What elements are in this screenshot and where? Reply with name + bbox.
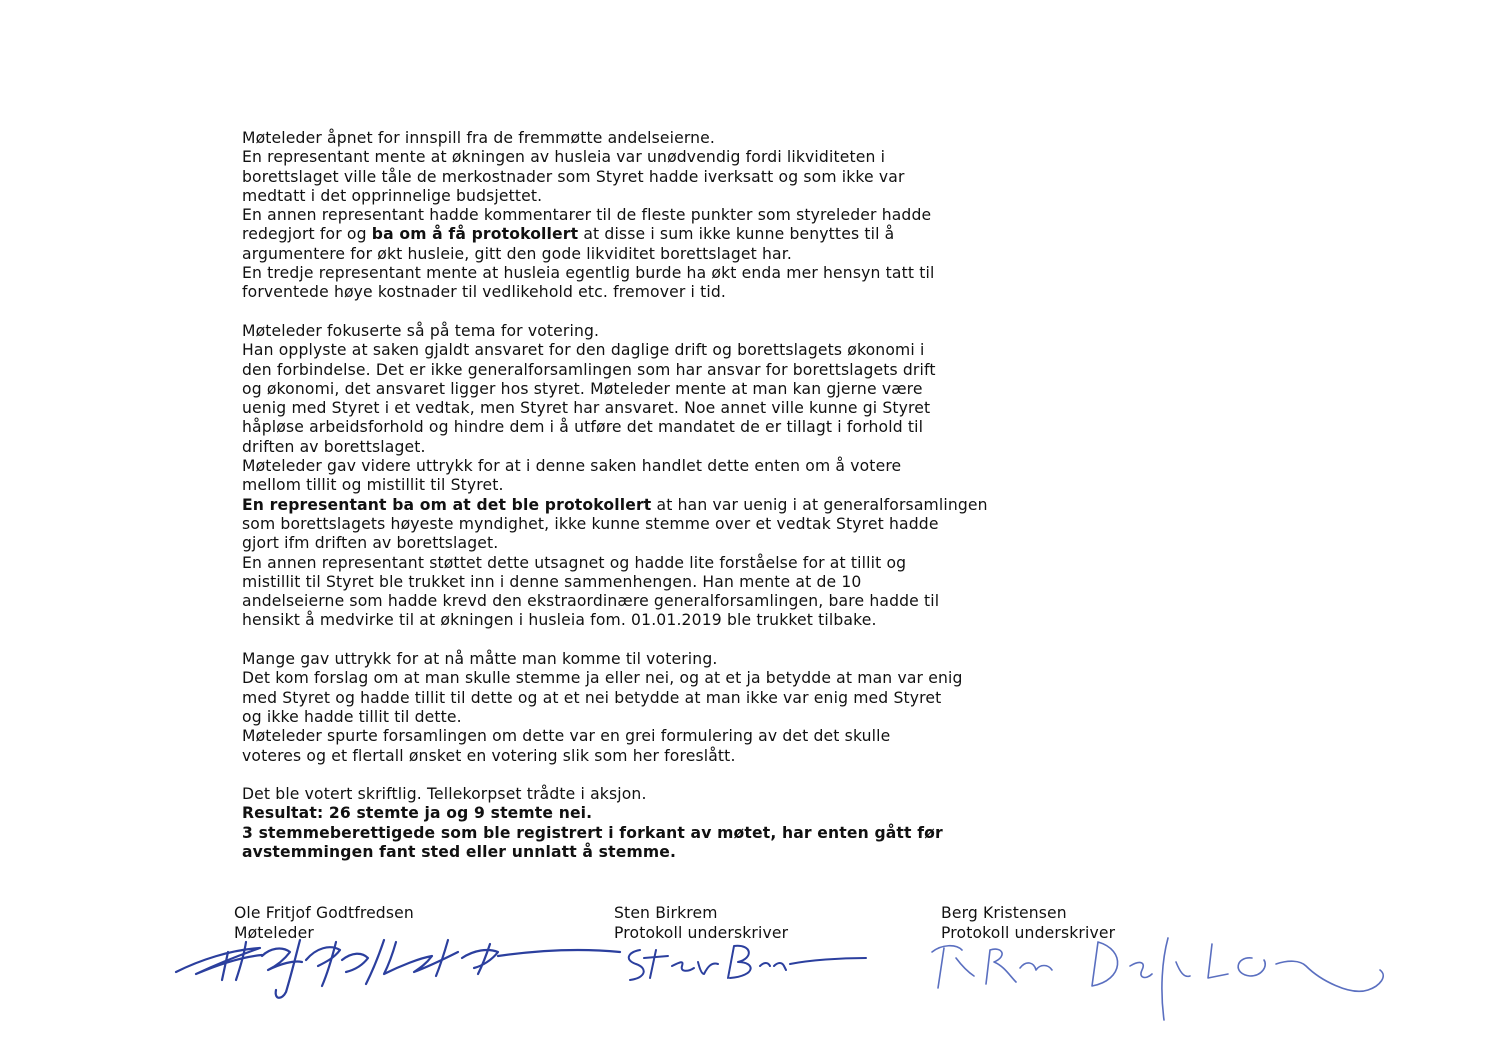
signatory-name: Ole Fritjof Godtfredsen [234,904,414,922]
text-line [242,785,1312,804]
text-segment: at han var uenig i at generalforsamlingen [651,495,988,514]
paragraph [242,322,1312,631]
text-segment: Det ble votert skriftlig. Tellekorpset trådte i aksjon. [242,785,647,804]
text-line [242,650,1312,669]
text-line [242,611,1312,630]
text-segment: gjort ifm driften av borettslaget. [242,534,499,553]
text-line [242,148,1312,167]
text-line [242,534,1312,553]
signature-birkrem [629,946,866,980]
signatory-role: Møteleder [234,924,314,942]
text-line [242,515,1312,534]
text-segment: hensikt å medvirke til at økningen i husleia fom. 01.01.2019 ble trukket tilbake. [242,611,877,630]
text-line [242,225,1312,244]
text-segment: Møteleder gav videre uttrykk for at i denne saken handlet dette enten om å votere [242,457,902,476]
text-line [242,747,1312,766]
text-segment: voteres og et flertall ønsket en votering slik som her foreslått. [242,746,736,765]
text-line [242,168,1312,187]
text-segment: Møteleder åpnet for innspill fra de fremmøtte andelseierne. [242,129,716,147]
text-line [242,129,1312,148]
signatory-role: Protokoll underskriver [614,924,789,942]
text-line [242,554,1312,573]
text-line [242,283,1312,302]
text-segment: mellom tillit og mistillit til Styret. [242,476,504,495]
text-line [242,457,1312,476]
text-segment: mistillit til Styret ble trukket inn i denne sammenhengen. Han mente at de 10 [242,572,862,591]
text-line [242,496,1312,515]
text-line [242,322,1312,341]
paragraph [242,129,1312,303]
text-segment: og økonomi, det ansvaret ligger hos styret. Møteleder mente at man kan gjerne være [242,379,923,398]
text-line [242,380,1312,399]
text-segment: Møteleder fokuserte så på tema for votering. [242,321,600,340]
text-line [242,264,1312,283]
text-line [242,824,1312,843]
signatory-name: Sten Birkrem [614,904,718,922]
text-segment: forventede høye kostnader til vedlikehold etc. fremover i tid. [242,283,727,302]
text-segment: Det kom forslag om at man skulle stemme ja eller nei, og at et ja betydde at man var enig [242,669,963,688]
text-line [242,689,1312,708]
bold-text: En representant ba om at det ble protokollert [242,495,652,514]
signatory-name: Berg Kristensen [941,904,1067,922]
text-line [242,187,1312,206]
text-segment: at disse i sum ikke kunne benyttes til å [578,225,895,244]
signature-kristensen [932,938,1383,1020]
text-line [242,206,1312,225]
signature-godtfredsen [176,940,620,998]
text-line [242,418,1312,437]
text-segment: En annen representant hadde kommentarer til de fleste punkter som styreleder hadde [242,206,932,225]
text-line [242,708,1312,727]
text-segment: medtatt i det opprinnelige budsjettet. [242,186,543,205]
text-line [242,399,1312,418]
text-line [242,804,1312,823]
text-segment: Mange gav uttrykk for at nå måtte man komme til votering. [242,650,718,669]
text-segment: uenig med Styret i et vedtak, men Styret har ansvaret. Noe annet ville kunne gi Styret [242,399,931,418]
bold-text: Resultat: 26 stemte ja og 9 stemte nei. [242,804,593,823]
minutes-body [242,129,1312,882]
text-segment: håpløse arbeidsforhold og hindre dem i å utføre det mandatet de er tillagt i forhold til [242,418,924,437]
text-segment: og ikke hadde tillit til dette. [242,707,462,726]
text-line [242,245,1312,264]
text-line [242,669,1312,688]
text-segment: argumentere for økt husleie, gitt den gode likviditet borettslaget har. [242,244,792,263]
text-line [242,341,1312,360]
text-segment: En tredje representant mente at husleia egentlig burde ha økt enda mer hensyn tatt til [242,264,935,283]
text-segment: andelseierne som hadde krevd den ekstraordinære generalforsamlingen, bare hadde til [242,592,940,611]
signatory-role: Protokoll underskriver [941,924,1116,942]
text-line [242,727,1312,746]
text-line [242,573,1312,592]
text-segment: Møteleder spurte forsamlingen om dette var en grei formulering av det det skulle [242,727,891,746]
signatory-2 [614,903,788,943]
text-segment: driften av borettslaget. [242,437,426,456]
text-segment: En annen representant støttet dette utsagnet og hadde lite forståelse for at tillit og [242,553,907,572]
text-segment: med Styret og hadde tillit til dette og at et nei betydde at man ikke var enig med Styret [242,688,942,707]
bold-text: avstemmingen fant sted eller unnlatt å stemme. [242,842,677,861]
text-segment: En representant mente at økningen av husleia var unødvendig fordi likviditeten i [242,148,886,167]
text-segment: borettslaget ville tåle de merkostnader som Styret hadde iverksatt og som ikke var [242,167,905,186]
paragraph [242,785,1312,862]
text-segment: som borettslagets høyeste myndighet, ikke kunne stemme over et vedtak Styret hadde [242,514,939,533]
text-line [242,843,1312,862]
text-segment: redegjort for og [242,225,372,244]
text-line [242,361,1312,380]
text-segment: den forbindelse. Det er ikke generalforsamlingen som har ansvar for borettslagets drift [242,360,936,379]
text-line [242,476,1312,495]
text-segment: Han opplyste at saken gjaldt ansvaret for den daglige drift og borettslagets økonomi i [242,341,925,360]
text-line [242,592,1312,611]
text-line [242,438,1312,457]
bold-text: 3 stemmeberettigede som ble registrert i forkant av møtet, har enten gått før [242,823,943,842]
signatory-3 [941,903,1115,943]
paragraph [242,650,1312,766]
bold-text: ba om å få protokollert [371,225,579,244]
signatory-1 [234,903,414,943]
